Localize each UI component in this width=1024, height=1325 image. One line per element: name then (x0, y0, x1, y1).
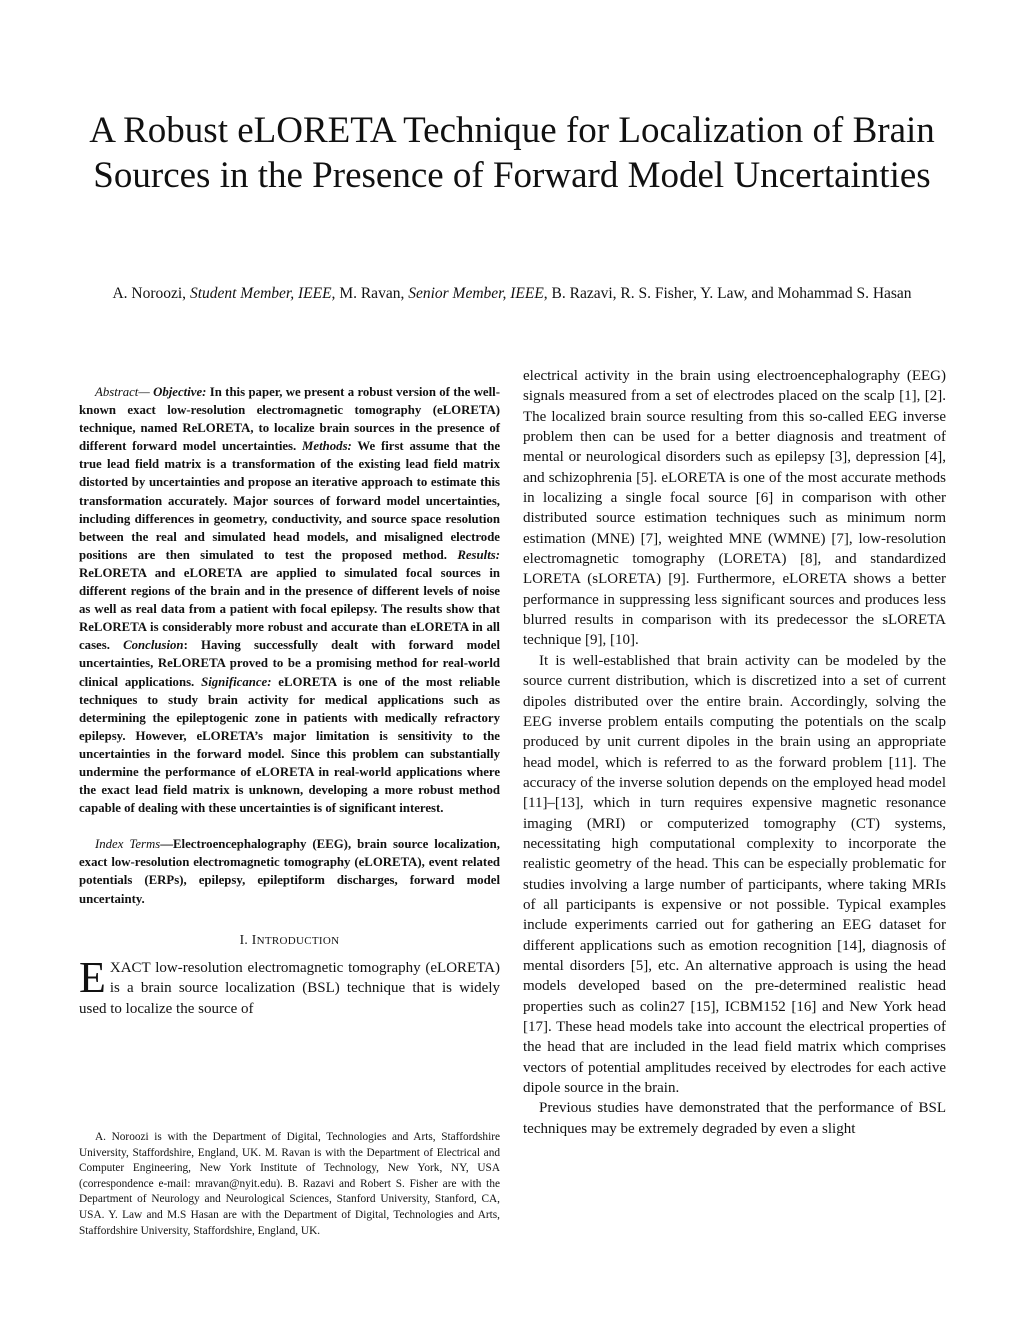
section-title-rest: NTRODUCTION (256, 934, 340, 947)
abstract-label: Abstract— (95, 385, 154, 399)
index-terms-label: Index Terms (95, 837, 161, 852)
objective-label: Objective: (153, 385, 207, 399)
methods-text: We first assume that the true lead field matrix is a transformation of the existing lead field matrix distorted by uncertainties and propose an iterative approach to estimate this transformation accurately. Major sources of forward model uncertainties, including differences in geometry, conductivity, and source space resolution between the real and simulated head models, and misaligned electrode positions are then simulated to test the proposed method. (79, 439, 500, 562)
significance-label: Significance: (201, 674, 272, 689)
intro-paragraph (79, 952, 500, 1020)
significance-text: eLORETA is one of the most reliable techniques to study brain activity for medical applications such as determining the epileptogenic zone in patients with medically refractory epilepsy. However, eLORETA’s major limitation is sensitivity to the uncertainties in the forward model. Since this problem can substantially undermine the performance of eLORETA in real-world applications where the exact lead field matrix is unknown, developing a more robust method capable of dealing with these uncertainties is of significant interest. (79, 674, 500, 816)
author-1-role: Student Member, IEEE, (189, 285, 336, 302)
drop-cap: E (79, 952, 106, 1002)
section-number: I. (239, 931, 252, 947)
index-terms (79, 835, 500, 907)
right-column (523, 366, 946, 1139)
body-paragraph-1: electrical activity in the brain using electroencephalography (EEG) signals measured from a set of electrodes placed on the scalp [1], [2]. The localized brain source resulting from this so-called EEG inverse problem then can be used for a better diagnosis and treatment of mental or neurological disorders such as epilepsy [3], depression [4], and schizophrenia [5]. eLORETA is one of the most accurate methods in localizing a single focal source [6] in comparison with other distributed source estimation techniques such as minimum norm estimation (MNE) [7], weighted MNE (WMNE) [7], low-resolution electromagnetic tomography (LORETA) [8], and standardized LORETA (sLORETA) [9]. Furthermore, eLORETA shows a better performance in suppressing less significant sources and produces less blurred results in comparison with its predecessor the sLORETA technique [9], [10]. (523, 368, 946, 649)
results-label: Results: (457, 547, 500, 562)
author-2: M. Ravan, (335, 285, 409, 302)
results-text: ReLORETA and eLORETA are applied to simulated focal sources in different regions of the brain and in the presence of different levels of noise as well as real data from a patient with focal epilepsy. The results show that ReLORETA is considerably more robust and accurate than eLORETA in all cases. (79, 565, 500, 653)
conclusion-text: : Having successfully dealt with forward model uncertainties, ReLORETA proved to be a promising method for real-world clinical applications. (79, 638, 500, 689)
section-heading-introduction (79, 932, 500, 948)
author-list (110, 283, 914, 305)
objective-text: In this paper, we present a robust version of the well-known exact low-resolution electromagnetic tomography (eLORETA) technique, named ReLORETA, to localize brain sources in the presence of different forward model uncertainties. (79, 385, 500, 454)
section-title-first: I (251, 931, 257, 947)
index-terms-text: —Electroencephalography (EEG), brain source localization, exact low-resolution electromagnetic tomography (eLORETA), event related potentials (ERPs), epilepsy, epileptiform discharges, forward model uncertainty. (79, 837, 500, 906)
body-paragraph-3: Previous studies have demonstrated that the performance of BSL techniques may be extremely degraded by even a slight (523, 1100, 946, 1137)
author-affiliation-footnote: A. Noroozi is with the Department of Digital, Technologies and Arts, Staffordshire University, Staffordshire, England, UK. M. Ravan is with the Department of Electrical and Computer Engineering, New York Institute of Technology, New York, NY, USA (correspondence e-mail: mravan@nyit.edu). B. Razavi and Robert S. Fisher are with the Department of Neurology and Neurological Sciences, Stanford University, Stanford, CA, USA. Y. Law and M.S Hasan are with the Department of Digital, Technologies and Arts, Staffordshire University, Staffordshire, England, UK. (79, 1131, 500, 1237)
author-rest: , B. Razavi, R. S. Fisher, Y. Law, and Mohammad S. Hasan (543, 285, 912, 302)
author-1: A. Noroozi, (112, 285, 190, 302)
author-2-role: Senior Member, IEEE (408, 285, 544, 302)
body-paragraph-2: It is well-established that brain activity can be modeled by the source current distribution, which is discretized into a set of current dipoles distributed over the entire brain. Accordingly, solving the EEG inverse problem entails computing the potentials on the scalp produced by unit current dipoles in the brain using an appropriate head model, which is referred to as the forward problem [11]. The accuracy of the inverse solution depends on the employed head model [11]–[13], which in turn requires expensive magnetic resonance imaging (MRI) or computerized tomography (CT) systems, necessitating high computational complexity to incorporate the realistic geometry of the head. This can be especially problematic for studies involving a large number of participants, where taking MRIs of all participants is expensive or not possible. Typical examples include experiments carried out for gathering an EEG dataset for different applications such as emotion recognition [14], diagnosis of mental disorders [5], etc. An alternative approach is using the head models developed based on the pre-determined realistic head properties such as colin27 [15], ICBM152 [16] and New York head [17]. These head models take into account the electrical properties of the head that are included in the lead field matrix which comprises vectors of potential amplitudes received by electrodes for each active dipole source in the brain. (523, 652, 946, 1097)
methods-label: Methods: (302, 439, 352, 454)
intro-text: XACT low-resolution electromagnetic tomography (eLORETA) is a brain source localization (BSL) technique that is widely used to localize the source of (79, 959, 500, 1017)
abstract (79, 383, 500, 817)
paper-title: A Robust eLORETA Technique for Localization of Brain Sources in the Presence of Forward Model Uncertainties (89, 110, 935, 196)
conclusion-label: Conclusion (123, 638, 184, 653)
left-column (79, 383, 500, 1019)
